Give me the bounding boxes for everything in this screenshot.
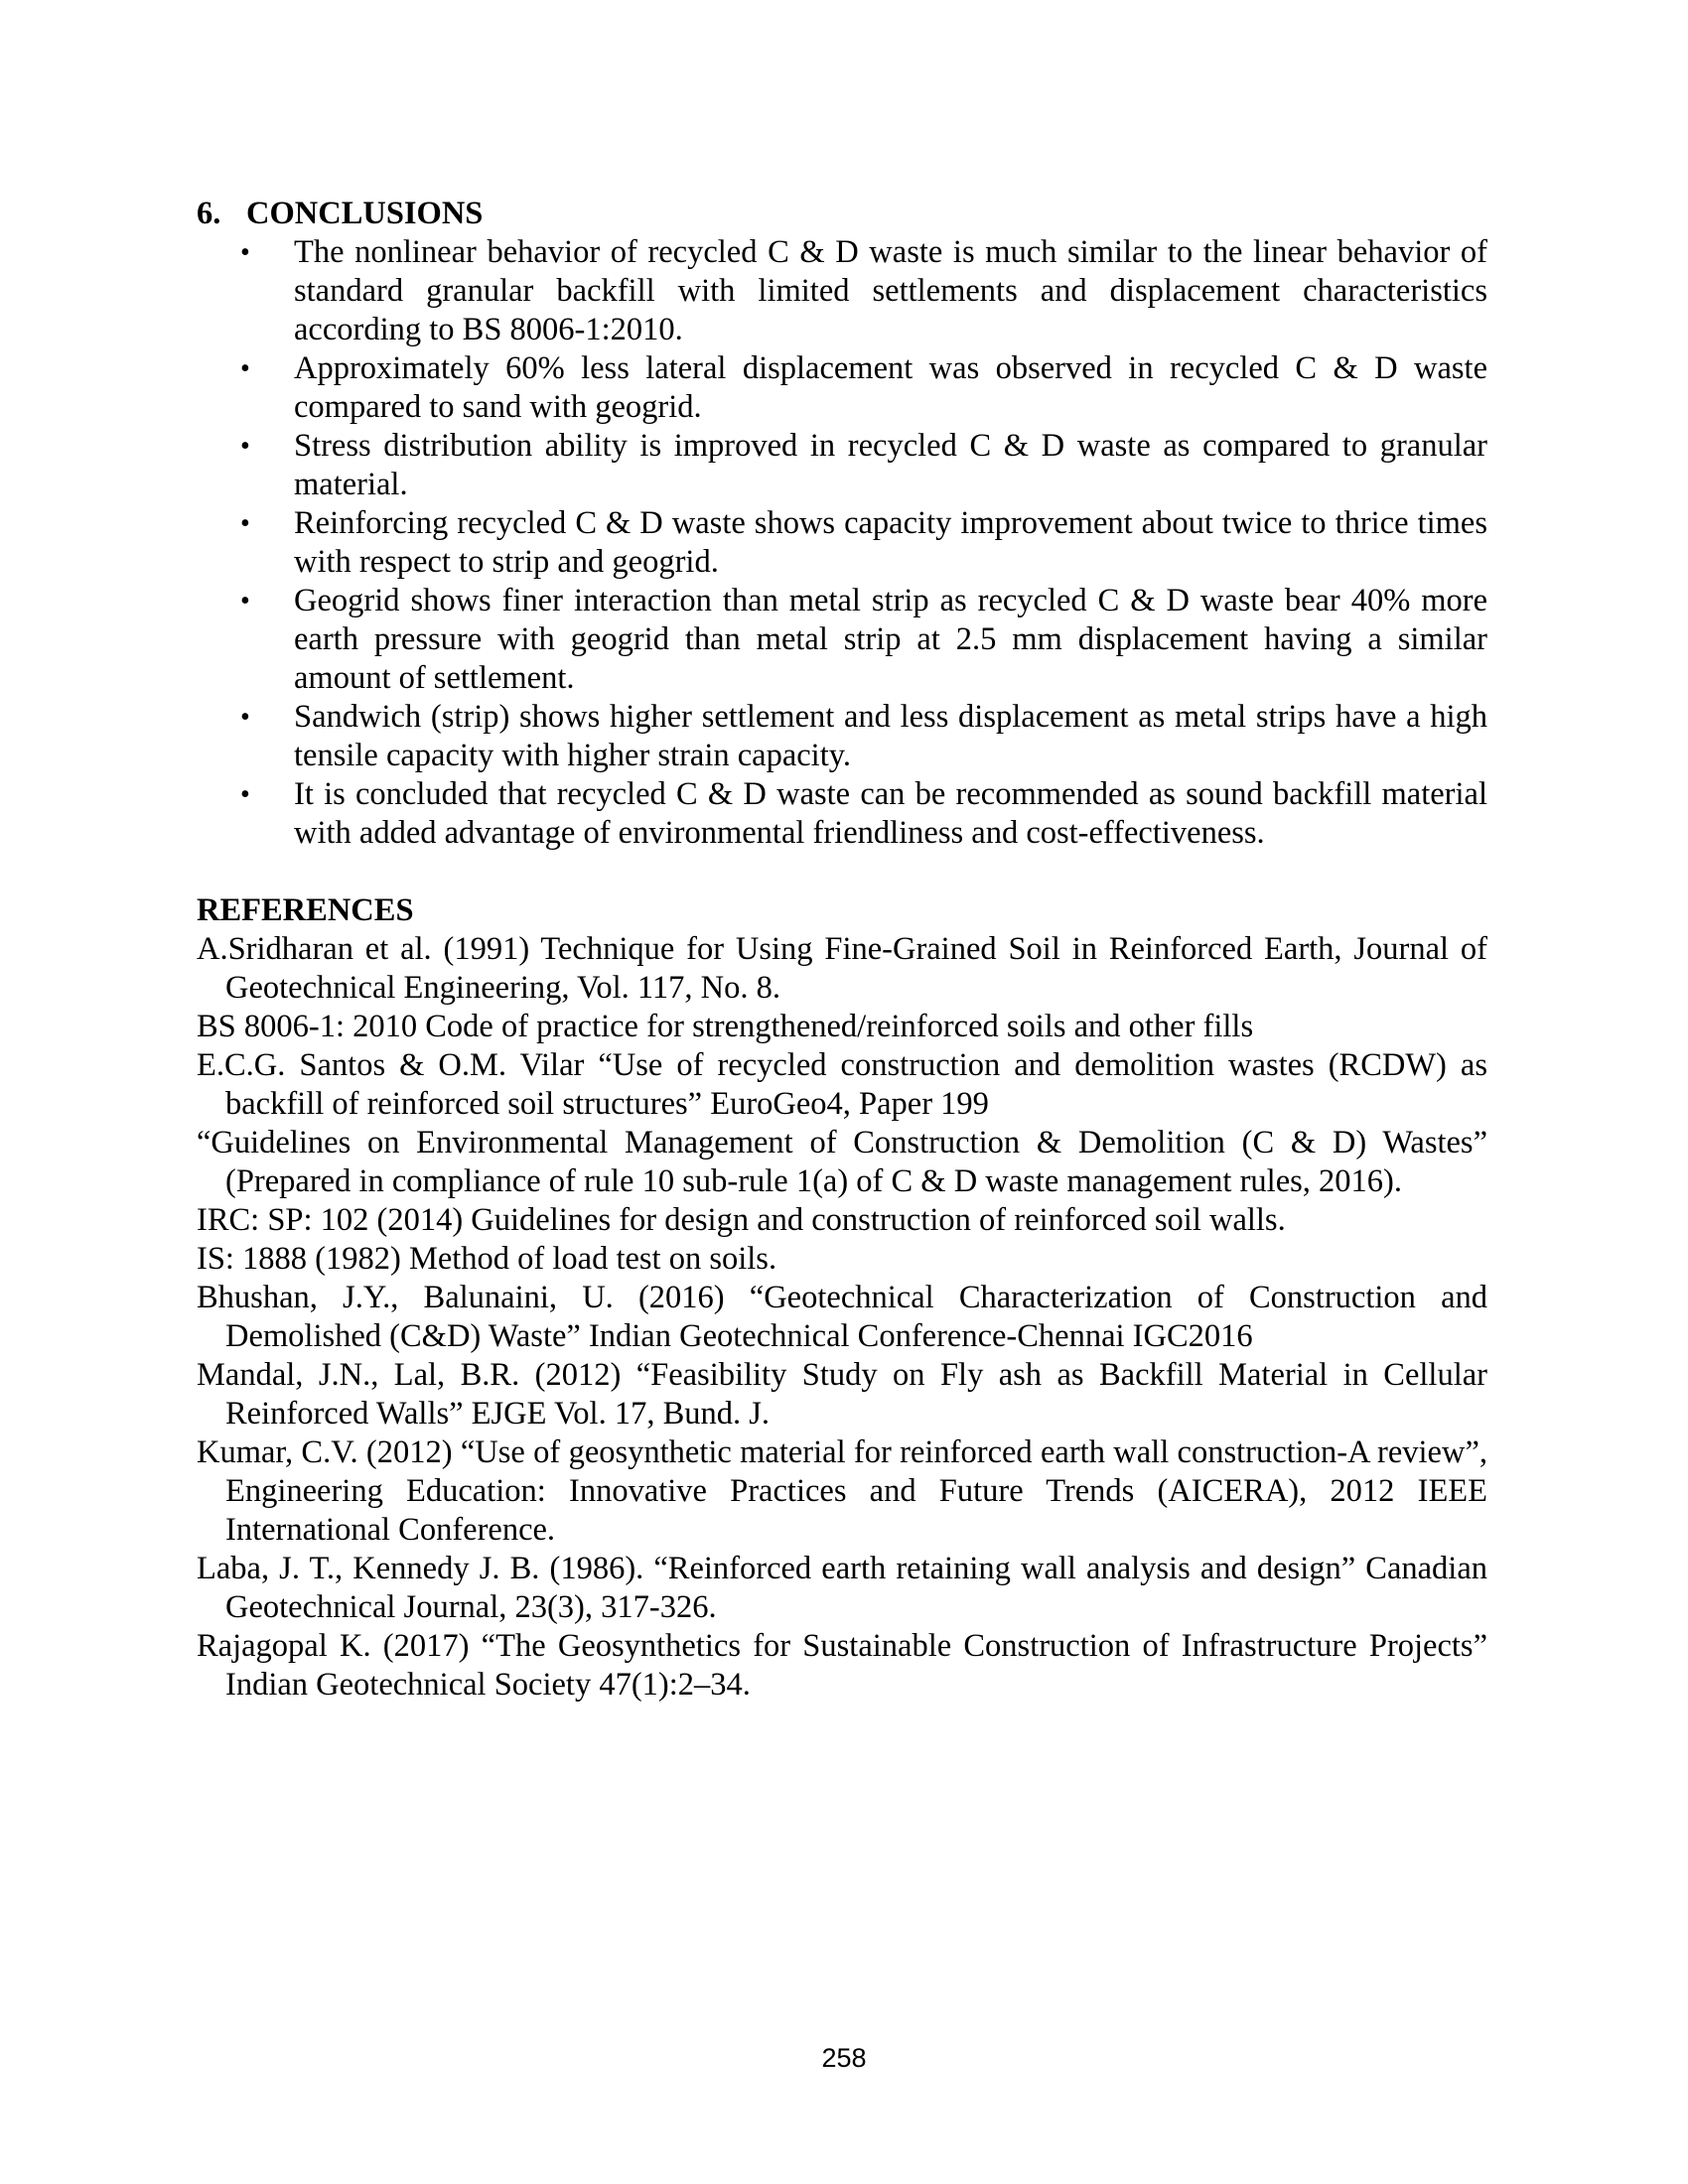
conclusion-item <box>197 349 1487 427</box>
conclusion-text: Geogrid shows finer interaction than metal strip as recycled C & D waste bear 40% more earth pressure with geogrid than metal strip at 2.5 mm displacement having a similar amount of settlement. <box>294 583 1487 696</box>
conclusion-text: Stress distribution ability is improved in recycled C & D waste as compared to granular material. <box>294 428 1487 502</box>
reference-item: IS: 1888 (1982) Method of load test on soils. <box>197 1241 777 1277</box>
conclusion-item <box>197 504 1487 582</box>
conclusions-list <box>197 233 1487 853</box>
conclusion-text: The nonlinear behavior of recycled C & D waste is much similar to the linear behavior of standard granular backfill with limited settlements and displacement characteristics according to BS 8006-1:2010. <box>294 234 1487 347</box>
conclusions-heading <box>197 195 1487 233</box>
references-heading: REFERENCES <box>197 892 414 928</box>
bullet-icon: • <box>240 237 250 268</box>
bullet-icon: • <box>240 431 250 462</box>
conclusion-text: It is concluded that recycled C & D waste can be recommended as sound backfill material with added advantage of environmental friendliness and cost-effectiveness. <box>294 776 1487 851</box>
reference-item: BS 8006-1: 2010 Code of practice for strengthened/reinforced soils and other fills <box>197 1009 1254 1044</box>
conclusion-item <box>197 775 1487 853</box>
reference-item: Laba, J. T., Kennedy J. B. (1986). “Reinforced earth retaining wall analysis and design” Canadian Geotechnical Journal, 23(3), 317-326. <box>197 1551 1487 1625</box>
reference-item: E.C.G. Santos & O.M. Vilar “Use of recycled construction and demolition wastes (RCDW) as backfill of reinforced soil structures” EuroGeo4, Paper 199 <box>197 1047 1487 1122</box>
references-list <box>197 930 1487 1705</box>
bullet-icon: • <box>240 353 250 384</box>
bullet-icon: • <box>240 586 250 616</box>
reference-item: A.Sridharan et al. (1991) Technique for Using Fine-Grained Soil in Reinforced Earth, Journal of Geotechnical Engineering, Vol. 117, No. 8. <box>197 931 1487 1006</box>
reference-item: Bhushan, J.Y., Balunaini, U. (2016) “Geotechnical Characterization of Construction and Demolished (C&D) Waste” Indian Geotechnical Conference-Chennai IGC2016 <box>197 1280 1487 1354</box>
section-title: CONCLUSIONS <box>246 196 484 231</box>
conclusion-item <box>197 582 1487 698</box>
reference-item: Kumar, C.V. (2012) “Use of geosynthetic material for reinforced earth wall construction-A review”, Engineering Education: Innovative Practices and Future Trends (AICERA), 2012 IEEE International Conference. <box>197 1434 1487 1548</box>
reference-item: Mandal, J.N., Lal, B.R. (2012) “Feasibility Study on Fly ash as Backfill Material in Cellular Reinforced Walls” EJGE Vol. 17, Bund. J. <box>197 1357 1487 1432</box>
conclusion-item <box>197 698 1487 775</box>
reference-item: “Guidelines on Environmental Management of Construction & Demolition (C & D) Wastes” (Prepared in compliance of rule 10 sub-rule 1(a) of C & D waste management rules, 2016). <box>197 1125 1487 1199</box>
conclusion-item <box>197 427 1487 504</box>
page-number: 258 <box>821 2043 867 2073</box>
section-number: 6. <box>197 196 221 231</box>
conclusion-text: Sandwich (strip) shows higher settlement and less displacement as metal strips have a high tensile capacity with higher strain capacity. <box>294 699 1487 773</box>
conclusion-item <box>197 233 1487 349</box>
bullet-icon: • <box>240 508 250 539</box>
reference-item: IRC: SP: 102 (2014) Guidelines for design and construction of reinforced soil walls. <box>197 1202 1286 1238</box>
conclusion-text: Approximately 60% less lateral displacement was observed in recycled C & D waste compared to sand with geogrid. <box>294 350 1487 425</box>
bullet-icon: • <box>240 702 250 733</box>
reference-item: Rajagopal K. (2017) “The Geosynthetics for Sustainable Construction of Infrastructure Projects” Indian Geotechnical Society 47(1):2–34. <box>197 1628 1487 1703</box>
conclusion-text: Reinforcing recycled C & D waste shows capacity improvement about twice to thrice times with respect to strip and geogrid. <box>294 505 1487 580</box>
bullet-icon: • <box>240 779 250 810</box>
page-content <box>197 195 1487 1705</box>
